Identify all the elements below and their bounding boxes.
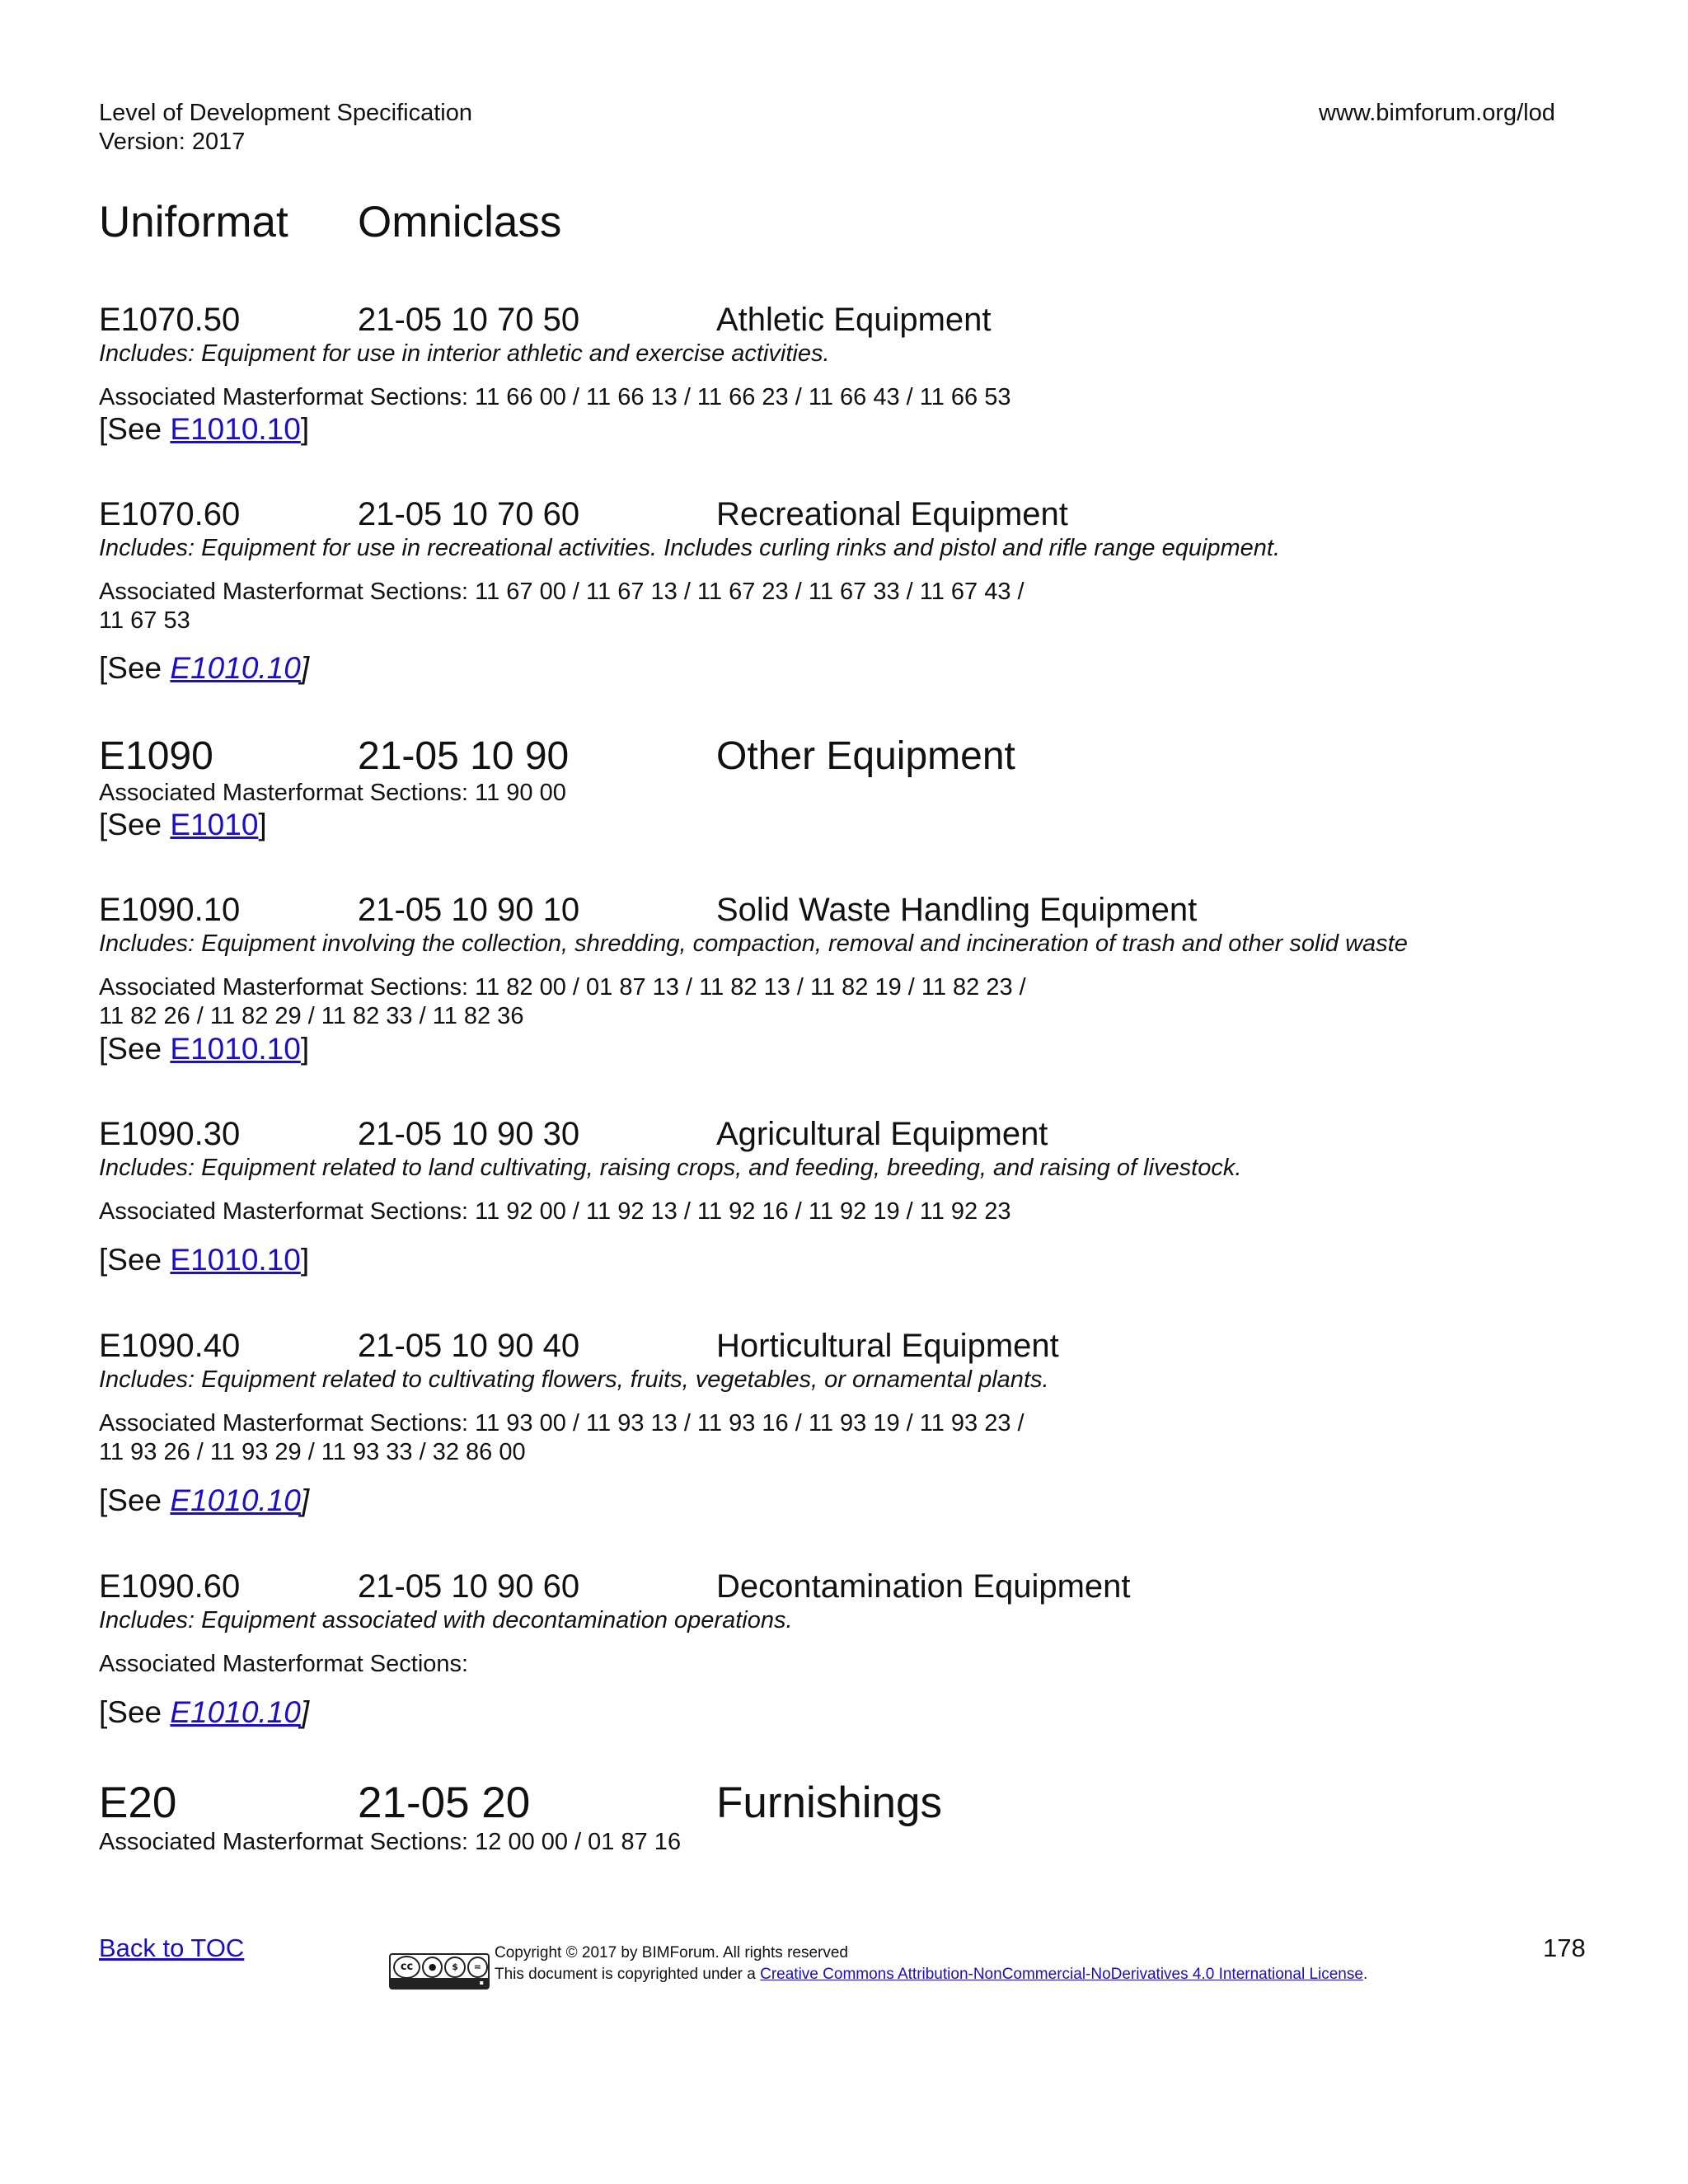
see-close: ] (300, 1695, 310, 1729)
see-link-e1010-10[interactable]: E1010.10 (170, 412, 301, 446)
see-close: ] (300, 1483, 310, 1517)
entry-omniclass-code: 21-05 10 90 10 (358, 892, 580, 928)
see-open: [See (99, 808, 171, 841)
entry-includes: Includes: Equipment related to land cultivating, raising crops, and feeding, breeding, and raising of livestock. (99, 1155, 1242, 1181)
entry-uniformat-code: E1070.60 (99, 496, 241, 532)
see-link-e1010-10[interactable]: E1010.10 (170, 1243, 301, 1277)
entry-uniformat-code: E1090.40 (99, 1328, 241, 1364)
entry-includes: Includes: Equipment for use in interior athletic and exercise activities. (99, 340, 830, 367)
license-suffix: . (1362, 1966, 1368, 1983)
entry-includes: Includes: Equipment related to cultivating flowers, fruits, vegetables, or ornamental plants. (99, 1366, 1049, 1393)
entry-includes: Includes: Equipment associated with decontamination operations. (99, 1607, 793, 1633)
entry-masterformat-sections: Associated Masterformat Sections: (99, 1651, 469, 1677)
entry-masterformat-sections: Associated Masterformat Sections: 11 82 00 / 01 87 13 / 11 82 13 / 11 82 19 / 11 82 23 / (99, 974, 1026, 1001)
nc-no-dollar-icon: $ (444, 1957, 465, 1978)
cc-strip-mark: ▪ (479, 1979, 485, 1986)
see-link-e1010-10[interactable]: E1010.10 (170, 1483, 301, 1517)
entry-masterformat-sections: Associated Masterformat Sections: 11 90 00 (99, 780, 566, 806)
copyright-notice: Copyright © 2017 by BIMForum. All rights reserved (495, 1944, 849, 1961)
entry-see-reference (99, 1243, 309, 1277)
see-link-e1010-10[interactable]: E1010.10 (170, 651, 301, 685)
see-open: [See (99, 1695, 171, 1729)
entry-omniclass-code: 21-05 10 70 50 (358, 302, 580, 338)
see-link-e1010-10[interactable]: E1010.10 (170, 1032, 301, 1066)
entry-title: Solid Waste Handling Equipment (716, 892, 1198, 928)
see-close: ] (300, 1032, 310, 1066)
header-url: www.bimforum.org/lod (1319, 100, 1555, 126)
see-close: ] (258, 808, 267, 841)
entry-masterformat-sections-cont: 11 67 53 (99, 607, 190, 634)
see-close: ] (300, 412, 310, 446)
entry-masterformat-sections: Associated Masterformat Sections: 11 66 00 / 11 66 13 / 11 66 23 / 11 66 43 / 11 66 53 (99, 384, 1011, 410)
cc-badge-icons (391, 1955, 488, 1980)
entry-uniformat-code: E1090.10 (99, 892, 241, 928)
see-link-e1010-10[interactable]: E1010.10 (170, 1695, 301, 1729)
entry-see-reference (99, 651, 309, 686)
entry-title: Furnishings (716, 1779, 942, 1827)
entry-omniclass-code: 21-05 10 90 60 (358, 1568, 580, 1605)
nd-equals-icon: = (467, 1957, 488, 1978)
entry-omniclass-code: 21-05 10 70 60 (358, 496, 580, 532)
entry-omniclass-code: 21-05 10 90 30 (358, 1116, 580, 1152)
cc-badge-strip (391, 1978, 488, 1988)
cc-icon: cc (393, 1956, 420, 1979)
column-heading-omniclass: Omniclass (358, 198, 562, 246)
see-close: ] (300, 651, 310, 685)
entry-uniformat-code: E1090.60 (99, 1568, 241, 1605)
entry-masterformat-sections-cont: 11 82 26 / 11 82 29 / 11 82 33 / 11 82 36 (99, 1003, 524, 1029)
see-open: [See (99, 1483, 171, 1517)
entry-masterformat-sections: Associated Masterformat Sections: 11 92 00 / 11 92 13 / 11 92 16 / 11 92 19 / 11 92 23 (99, 1198, 1011, 1225)
column-heading-uniformat: Uniformat (99, 198, 288, 246)
page-number: 178 (1543, 1933, 1586, 1962)
entry-includes: Includes: Equipment involving the collection, shredding, compaction, removal and incineration of trash and other solid waste (99, 930, 1408, 957)
entry-omniclass-code: 21-05 10 90 40 (358, 1328, 580, 1364)
back-to-toc-link[interactable]: Back to TOC (99, 1933, 245, 1962)
entry-title: Recreational Equipment (716, 496, 1068, 532)
see-open: [See (99, 412, 171, 446)
entry-omniclass-code: 21-05 20 (358, 1779, 531, 1827)
entry-see-reference (99, 808, 267, 842)
entry-includes: Includes: Equipment for use in recreational activities. Includes curling rinks and pistol and rifle range equipment. (99, 535, 1281, 561)
entry-see-reference (99, 1483, 309, 1518)
entry-uniformat-code: E1090 (99, 734, 213, 778)
see-open: [See (99, 1032, 171, 1066)
license-prefix: This document is copyrighted under a (495, 1966, 761, 1983)
entry-masterformat-sections: Associated Masterformat Sections: 11 67 00 / 11 67 13 / 11 67 23 / 11 67 33 / 11 67 43 / (99, 579, 1025, 605)
cc-license-badge (389, 1953, 490, 1990)
license-notice (495, 1964, 1367, 1985)
see-open: [See (99, 651, 171, 685)
entry-uniformat-code: E20 (99, 1779, 177, 1827)
entry-masterformat-sections: Associated Masterformat Sections: 12 00 00 / 01 87 16 (99, 1829, 682, 1855)
see-link-e1010[interactable]: E1010 (170, 808, 259, 841)
doc-version: Version: 2017 (99, 129, 246, 155)
entry-see-reference (99, 1032, 309, 1066)
entry-see-reference (99, 1695, 309, 1730)
entry-title: Athletic Equipment (716, 302, 992, 338)
license-link[interactable]: Creative Commons Attribution-NonCommercial-NoDerivatives 4.0 International License (760, 1966, 1363, 1983)
by-person-icon: ● (422, 1957, 443, 1978)
entry-uniformat-code: E1090.30 (99, 1116, 241, 1152)
entry-title: Other Equipment (716, 734, 1015, 778)
see-close: ] (300, 1243, 310, 1277)
entry-see-reference (99, 412, 309, 447)
entry-masterformat-sections-cont: 11 93 26 / 11 93 29 / 11 93 33 / 32 86 00 (99, 1439, 526, 1465)
entry-title: Agricultural Equipment (716, 1116, 1048, 1152)
entry-title: Horticultural Equipment (716, 1328, 1059, 1364)
see-open: [See (99, 1243, 171, 1277)
entry-uniformat-code: E1070.50 (99, 302, 241, 338)
entry-masterformat-sections: Associated Masterformat Sections: 11 93 00 / 11 93 13 / 11 93 16 / 11 93 19 / 11 93 23 / (99, 1410, 1025, 1436)
entry-omniclass-code: 21-05 10 90 (358, 734, 570, 778)
entry-title: Decontamination Equipment (716, 1568, 1131, 1605)
doc-title: Level of Development Specification (99, 100, 472, 126)
